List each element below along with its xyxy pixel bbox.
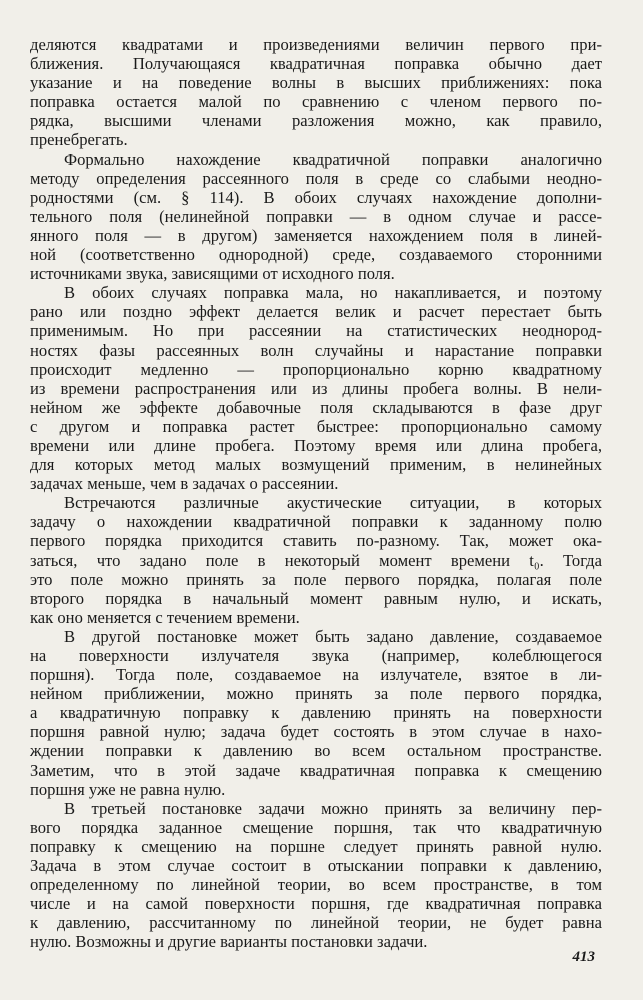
text-line: рано или поздно эффект делается велик и расчет перестает быть bbox=[30, 302, 602, 322]
text-line: ностях фазы рассеянных волн случайны и нарастание поправки bbox=[30, 340, 602, 360]
text-line: ближения. Получающаяся квадратичная поправка обычно дает bbox=[30, 54, 602, 74]
text-line: вого порядка заданное смещение поршня, так что квадратичную bbox=[30, 817, 602, 837]
text-line: второго порядка в начальный момент равным нулю, и искать, bbox=[30, 588, 602, 608]
text-line: определенному по линейной теории, во всем пространстве, в том bbox=[30, 875, 602, 895]
text-line: задачу о нахождении квадратичной поправки к заданному полю bbox=[30, 512, 602, 532]
text-line: ждении поправки к давлению во всем остальном пространстве. bbox=[30, 741, 602, 761]
text-line: это поле можно принять за поле первого порядка, полагая поле bbox=[30, 569, 602, 589]
text-line: рядка, высшими членами разложения можно, как правило, bbox=[30, 111, 602, 131]
text-line: из времени распространения или из длины пробега волны. В нели- bbox=[30, 378, 602, 398]
text-line: Формально нахождение квадратичной поправки аналогично bbox=[64, 149, 602, 169]
text-line: на поверхности излучателя звука (например, колеблющегося bbox=[30, 646, 602, 665]
text-line: нулю. Возможны и другие варианты постановки задачи. bbox=[30, 932, 428, 952]
page-number: 413 bbox=[572, 949, 595, 965]
text-line: деляются квадратами и произведениями величин первого при- bbox=[30, 35, 602, 54]
paragraph bbox=[30, 35, 602, 150]
text-line: как оно меняется с течением времени. bbox=[30, 607, 300, 627]
text-line: поршня уже не равна нулю. bbox=[30, 779, 226, 799]
text-line: поправка остается малой по сравнению с членом первого по- bbox=[30, 92, 602, 112]
text-line: Задача в этом случае состоит в отыскании поправки к давлению, bbox=[30, 856, 602, 876]
text-line: задачах меньше, чем в задачах о рассеянии. bbox=[30, 474, 339, 494]
paragraph bbox=[30, 493, 602, 627]
text-line: нейном же эффекте добавочные поля складываются в фазе друг bbox=[30, 397, 602, 417]
text-line: первого порядка приходится ставить по-разному. Так, может ока- bbox=[30, 531, 602, 551]
text-line: заться, что задано поле в некоторый момент времени t₀. Тогда bbox=[30, 550, 602, 570]
text-line: методу определения рассеянного поля в среде со слабыми неодно- bbox=[30, 168, 602, 188]
text-line: Встречаются различные акустические ситуации, в которых bbox=[64, 493, 602, 513]
text-line: поршня равной нулю; задача будет состоять в этом случае в нахо- bbox=[30, 722, 602, 742]
text-line: тельного поля (нелинейной поправки — в одном случае и рассе- bbox=[30, 206, 602, 226]
text-line: а квадратичную поправку к давлению принять на поверхности bbox=[30, 703, 602, 723]
text-line: пренебрегать. bbox=[30, 130, 128, 150]
text-line: применимым. Но при рассеянии на статистических неоднород- bbox=[30, 321, 602, 341]
text-line: для которых метод малых возмущений применим, в нелинейных bbox=[30, 455, 602, 475]
text-line: нейном приближении, можно принять за поле первого порядка, bbox=[30, 684, 602, 704]
text-line: числе и на самой поверхности поршня, где квадратичная поправка bbox=[30, 894, 602, 914]
paragraph bbox=[30, 627, 602, 799]
text-line: времени или длине пробега. Поэтому время или длина пробега, bbox=[30, 435, 602, 455]
text-line: поправку к смещению на поршне следует принять равной нулю. bbox=[30, 836, 602, 856]
text-line: янного поля — в другом) заменяется нахождением поля в линей- bbox=[30, 225, 602, 245]
body-text bbox=[30, 35, 602, 952]
text-line: В обоих случаях поправка мала, но накапливается, и поэтому bbox=[64, 283, 602, 303]
text-line: происходит медленно — пропорционально корню квадратному bbox=[30, 359, 602, 379]
text-line: указание и на поведение волны в высших приближениях: пока bbox=[30, 73, 602, 93]
text-line: Заметим, что в этой задаче квадратичная поправка к смещению bbox=[30, 760, 602, 780]
text-line: ной (соответственно однородной) среде, создаваемого сторонними bbox=[30, 245, 602, 265]
text-line: В другой постановке может быть задано давление, создаваемое bbox=[64, 626, 602, 646]
text-line: родностями (см. § 114). В обоих случаях нахождение дополни- bbox=[30, 187, 602, 207]
text-line: В третьей постановке задачи можно принять за величину пер- bbox=[64, 798, 602, 818]
text-line: с другом и поправка растет быстрее: пропорционально самому bbox=[30, 416, 602, 436]
text-line: поршня). Тогда поле, создаваемое на излучателе, взятое в ли- bbox=[30, 665, 602, 685]
text-line: источниками звука, зависящими от исходного поля. bbox=[30, 264, 395, 284]
paragraph bbox=[30, 799, 602, 952]
paragraph bbox=[30, 283, 602, 493]
text-line: к давлению, рассчитанному по линейной теории, не будет равна bbox=[30, 913, 602, 933]
paragraph bbox=[30, 150, 602, 284]
